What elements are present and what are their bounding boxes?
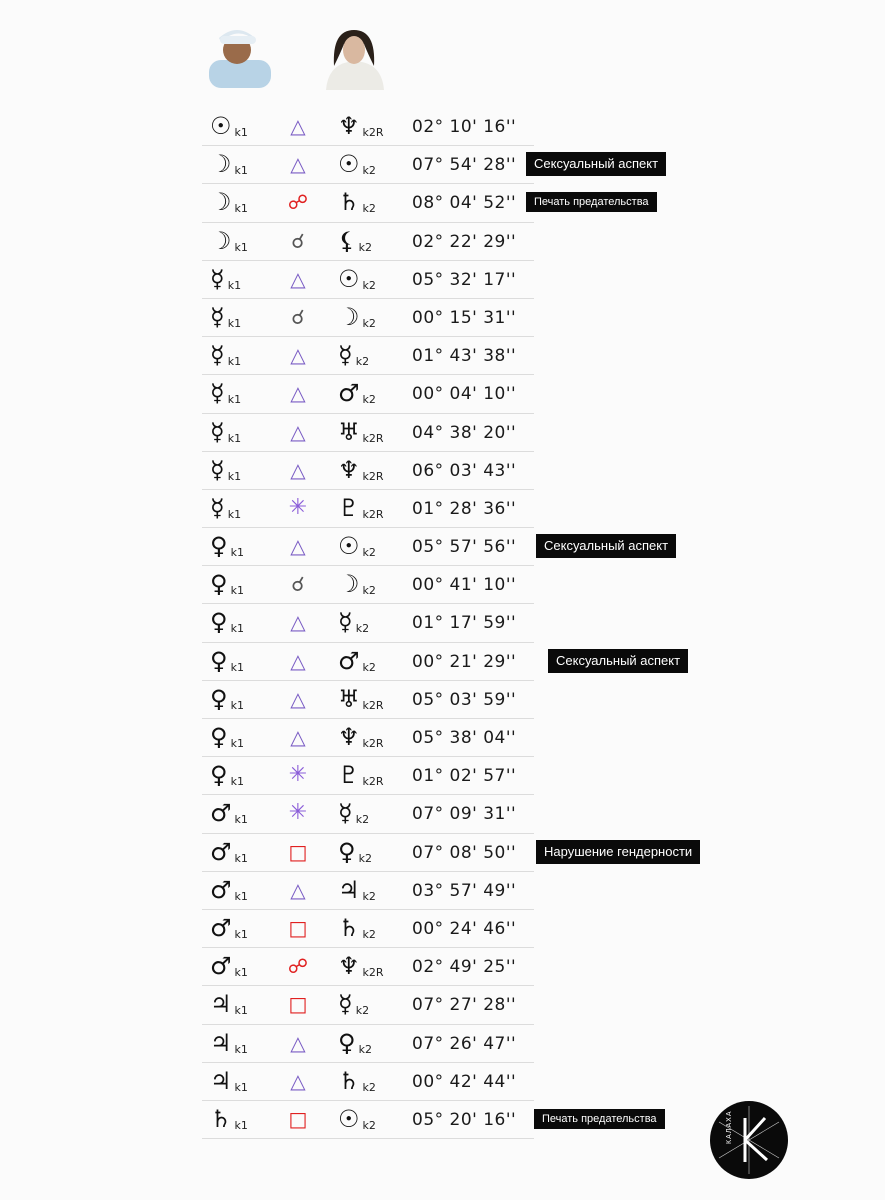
orb-value: 07° 54' 28'' bbox=[412, 155, 517, 176]
aspect-row bbox=[202, 948, 534, 986]
aspect-row bbox=[202, 757, 534, 795]
planet-1-icon: ♀ bbox=[210, 761, 228, 790]
planet-2-cell bbox=[338, 762, 384, 795]
aspect-row bbox=[202, 719, 534, 757]
chart-1-tag: k1 bbox=[230, 698, 244, 712]
trine-aspect-icon: △ bbox=[290, 343, 306, 368]
planet-1-cell bbox=[210, 724, 244, 757]
planet-2-icon: ♀ bbox=[338, 1028, 356, 1057]
orb-value: 07° 08' 50'' bbox=[412, 842, 517, 863]
planet-1-cell bbox=[210, 915, 248, 948]
chart-2-tag: k2 bbox=[362, 1080, 376, 1094]
planet-2-icon: ☉ bbox=[338, 1104, 360, 1133]
chart-1-tag: k1 bbox=[227, 431, 242, 445]
planet-1-cell bbox=[210, 877, 248, 910]
planet-1-cell bbox=[210, 342, 241, 375]
chart-1-tag: k1 bbox=[234, 1042, 248, 1056]
planet-1-icon: ☽ bbox=[210, 188, 232, 217]
trine-aspect-icon: △ bbox=[290, 381, 306, 406]
planet-1-icon: ♂ bbox=[210, 837, 232, 866]
chart-2-tag: k2R bbox=[362, 469, 384, 483]
planet-1-icon: ♀ bbox=[210, 646, 228, 675]
planet-2-cell bbox=[338, 953, 384, 986]
planet-2-cell bbox=[338, 1106, 376, 1139]
aspect-row bbox=[202, 375, 534, 413]
chart-2-tag: k2R bbox=[362, 775, 384, 789]
aspect-row bbox=[202, 604, 534, 642]
planet-2-cell bbox=[338, 419, 384, 452]
orb-value: 00° 04' 10'' bbox=[412, 384, 517, 405]
chart-2-tag: k2R bbox=[362, 737, 384, 750]
planet-1-cell bbox=[210, 419, 241, 452]
aspect-row bbox=[202, 910, 534, 948]
planet-2-icon: ♆ bbox=[338, 455, 360, 484]
planet-1-cell bbox=[210, 304, 241, 337]
planet-1-cell bbox=[210, 571, 244, 604]
trine-aspect-icon: △ bbox=[290, 152, 306, 177]
chart-1-tag: k1 bbox=[234, 164, 248, 178]
chart-1-tag: k1 bbox=[234, 126, 248, 139]
planet-1-icon: ♃ bbox=[210, 990, 232, 1019]
square-aspect-icon: □ bbox=[288, 992, 308, 1017]
opp-aspect-icon: ☍ bbox=[287, 190, 309, 215]
planet-2-icon: ♄ bbox=[338, 188, 360, 217]
planet-2-icon: ☿ bbox=[338, 608, 353, 637]
orb-value: 07° 26' 47'' bbox=[412, 1033, 517, 1054]
orb-value: 00° 42' 44'' bbox=[412, 1071, 517, 1092]
chart-1-tag: k1 bbox=[234, 966, 248, 980]
aspect-table bbox=[202, 108, 534, 1139]
planet-1-icon: ☉ bbox=[210, 112, 232, 140]
planet-2-cell bbox=[338, 113, 384, 146]
planet-2-cell bbox=[338, 686, 384, 719]
planet-2-cell bbox=[338, 915, 376, 948]
planet-1-cell bbox=[210, 380, 241, 413]
chart-1-tag: k1 bbox=[234, 1004, 248, 1018]
planet-1-cell bbox=[210, 1030, 248, 1063]
orb-value: 01° 02' 57'' bbox=[412, 766, 517, 787]
orb-value: 05° 32' 17'' bbox=[412, 269, 517, 290]
square-aspect-icon: □ bbox=[288, 839, 308, 864]
chart-1-tag: k1 bbox=[234, 240, 248, 254]
planet-2-icon: ☽ bbox=[338, 570, 360, 599]
chart-2-tag: k2 bbox=[358, 240, 372, 254]
orb-value: 00° 21' 29'' bbox=[412, 651, 517, 672]
annotation-label: Печать предательства bbox=[526, 192, 657, 212]
planet-2-icon: ☿ bbox=[338, 341, 353, 370]
chart-1-tag: k1 bbox=[230, 584, 244, 598]
kalakha-logo bbox=[709, 1100, 789, 1180]
planet-2-icon: ♄ bbox=[338, 1066, 360, 1095]
planet-1-cell bbox=[210, 228, 248, 261]
chart-1-tag: k1 bbox=[227, 507, 242, 521]
planet-2-cell bbox=[338, 800, 369, 833]
conj-aspect-icon: ☌ bbox=[291, 228, 305, 253]
chart-2-tag: k2 bbox=[362, 927, 376, 941]
chart-2-tag: k2 bbox=[362, 393, 376, 407]
trine-aspect-icon: △ bbox=[290, 114, 306, 138]
planet-2-cell bbox=[338, 151, 376, 184]
planet-2-icon: ♇ bbox=[338, 493, 360, 522]
planet-1-cell bbox=[210, 495, 241, 528]
planet-1-icon: ☿ bbox=[210, 264, 225, 293]
aspect-row bbox=[202, 490, 534, 528]
planet-2-cell bbox=[338, 533, 376, 566]
conj-aspect-icon: ☌ bbox=[291, 304, 305, 329]
planet-2-cell bbox=[338, 609, 369, 642]
planet-2-cell bbox=[338, 189, 376, 222]
logo-text: КАЛАХА bbox=[726, 1110, 733, 1144]
chart-2-tag: k2 bbox=[362, 1118, 376, 1132]
chart-2-tag: k2R bbox=[362, 431, 384, 445]
chart-2-tag: k2 bbox=[355, 355, 370, 369]
chart-2-tag: k2 bbox=[362, 660, 376, 674]
chart-2-tag: k2 bbox=[362, 584, 376, 598]
aspect-row bbox=[202, 299, 534, 337]
planet-1-icon: ☿ bbox=[210, 341, 225, 370]
orb-value: 06° 03' 43'' bbox=[412, 460, 517, 481]
planet-1-icon: ♀ bbox=[210, 684, 228, 713]
chart-2-tag: k2R bbox=[362, 698, 384, 712]
planet-2-icon: ☉ bbox=[338, 532, 360, 561]
planet-1-icon: ☿ bbox=[210, 417, 225, 446]
orb-value: 01° 17' 59'' bbox=[412, 613, 517, 634]
orb-value: 00° 24' 46'' bbox=[412, 918, 517, 939]
orb-value: 01° 43' 38'' bbox=[412, 346, 517, 367]
aspect-row bbox=[202, 414, 534, 452]
planet-2-icon: ♆ bbox=[338, 112, 360, 140]
aspect-row bbox=[202, 986, 534, 1024]
sextile-aspect-icon: ✳ bbox=[288, 762, 308, 788]
chart-1-tag: k1 bbox=[227, 393, 242, 407]
trine-aspect-icon: △ bbox=[290, 1030, 306, 1055]
planet-1-cell bbox=[210, 839, 248, 872]
orb-value: 02° 49' 25'' bbox=[412, 957, 517, 978]
chart-1-tag: k1 bbox=[230, 622, 244, 636]
planet-2-icon: ☉ bbox=[338, 264, 360, 293]
aspect-row bbox=[202, 108, 534, 146]
planet-2-cell bbox=[338, 380, 376, 413]
planet-2-icon: ♆ bbox=[338, 723, 360, 751]
planet-1-cell bbox=[210, 991, 248, 1024]
planet-2-cell bbox=[338, 877, 376, 910]
trine-aspect-icon: △ bbox=[290, 877, 306, 902]
planet-1-icon: ♃ bbox=[210, 1066, 232, 1095]
orb-value: 05° 38' 04'' bbox=[412, 728, 517, 748]
planet-1-cell bbox=[210, 457, 241, 490]
aspect-row bbox=[202, 528, 534, 566]
conj-aspect-icon: ☌ bbox=[291, 572, 305, 597]
chart-1-tag: k1 bbox=[227, 316, 242, 330]
orb-value: 05° 03' 59'' bbox=[412, 689, 517, 710]
planet-2-cell bbox=[338, 571, 376, 604]
square-aspect-icon: □ bbox=[288, 915, 308, 940]
planet-1-icon: ♀ bbox=[210, 532, 228, 561]
orb-value: 05° 57' 56'' bbox=[412, 537, 517, 558]
orb-value: 07° 09' 31'' bbox=[412, 804, 517, 825]
planet-2-cell bbox=[338, 457, 384, 490]
planet-2-cell bbox=[338, 1030, 372, 1063]
planet-2-icon: ♃ bbox=[338, 875, 360, 904]
chart-1-tag: k1 bbox=[234, 851, 248, 865]
planet-2-icon: ♅ bbox=[338, 417, 360, 446]
planet-1-icon: ♂ bbox=[210, 875, 232, 904]
planet-1-icon: ☽ bbox=[210, 226, 232, 255]
aspect-row bbox=[202, 337, 534, 375]
planet-2-icon: ⚸ bbox=[338, 226, 356, 255]
annotation-label: Сексуальный аспект bbox=[548, 649, 688, 673]
trine-aspect-icon: △ bbox=[290, 686, 306, 711]
chart-2-tag: k2R bbox=[362, 126, 384, 139]
chart-1-tag: k1 bbox=[234, 813, 248, 827]
planet-1-cell bbox=[210, 609, 244, 642]
aspect-row bbox=[202, 643, 534, 681]
planet-2-icon: ♀ bbox=[338, 837, 356, 866]
planet-1-icon: ☿ bbox=[210, 455, 225, 484]
chart-2-tag: k2 bbox=[362, 889, 376, 903]
planet-1-cell bbox=[210, 1106, 248, 1139]
planet-1-cell bbox=[210, 762, 244, 795]
planet-2-cell bbox=[338, 304, 376, 337]
aspect-row bbox=[202, 1025, 534, 1063]
planet-1-icon: ♂ bbox=[210, 913, 232, 942]
planet-1-icon: ♀ bbox=[210, 723, 228, 751]
planet-1-icon: ☿ bbox=[210, 302, 225, 331]
planet-2-cell bbox=[338, 228, 372, 261]
planet-1-icon: ♂ bbox=[210, 799, 232, 828]
planet-2-icon: ♄ bbox=[338, 913, 360, 942]
aspect-row bbox=[202, 566, 534, 604]
avatar-person-2 bbox=[318, 26, 388, 90]
orb-value: 00° 41' 10'' bbox=[412, 575, 517, 596]
chart-1-tag: k1 bbox=[234, 889, 248, 903]
planet-2-cell bbox=[338, 724, 384, 757]
chart-2-tag: k2R bbox=[362, 966, 384, 980]
planet-1-cell bbox=[210, 1068, 248, 1101]
trine-aspect-icon: △ bbox=[290, 1068, 306, 1093]
aspect-row bbox=[202, 261, 534, 299]
aspect-row bbox=[202, 681, 534, 719]
chart-2-tag: k2 bbox=[355, 813, 370, 827]
chart-2-tag: k2 bbox=[355, 1004, 370, 1018]
chart-2-tag: k2 bbox=[355, 622, 370, 636]
planet-2-icon: ☿ bbox=[338, 990, 353, 1019]
sextile-aspect-icon: ✳ bbox=[288, 494, 308, 520]
chart-1-tag: k1 bbox=[230, 775, 244, 789]
planet-1-icon: ♀ bbox=[210, 570, 228, 599]
chart-1-tag: k1 bbox=[230, 737, 244, 750]
planet-1-cell bbox=[210, 648, 244, 681]
aspect-row bbox=[202, 452, 534, 490]
trine-aspect-icon: △ bbox=[290, 610, 306, 635]
chart-2-tag: k2R bbox=[362, 507, 384, 521]
planet-1-cell bbox=[210, 266, 241, 299]
chart-1-tag: k1 bbox=[230, 546, 244, 560]
chart-1-tag: k1 bbox=[234, 202, 248, 216]
planet-1-cell bbox=[210, 686, 244, 719]
planet-2-icon: ♆ bbox=[338, 952, 360, 981]
chart-2-tag: k2 bbox=[358, 1042, 372, 1056]
planet-1-icon: ☿ bbox=[210, 493, 225, 522]
planet-1-icon: ♂ bbox=[210, 952, 232, 981]
orb-value: 04° 38' 20'' bbox=[412, 422, 517, 443]
square-aspect-icon: □ bbox=[288, 1106, 308, 1131]
planet-2-icon: ♇ bbox=[338, 761, 360, 790]
aspect-row bbox=[202, 1063, 534, 1101]
planet-1-cell bbox=[210, 800, 248, 833]
chart-1-tag: k1 bbox=[227, 469, 242, 483]
aspect-row bbox=[202, 223, 534, 261]
trine-aspect-icon: △ bbox=[290, 534, 306, 559]
chart-1-tag: k1 bbox=[227, 355, 242, 369]
planet-2-icon: ☽ bbox=[338, 302, 360, 331]
planet-2-icon: ☿ bbox=[338, 799, 353, 828]
planet-1-cell bbox=[210, 189, 248, 222]
chart-1-tag: k1 bbox=[234, 927, 248, 941]
trine-aspect-icon: △ bbox=[290, 457, 306, 482]
opp-aspect-icon: ☍ bbox=[287, 954, 309, 979]
aspect-row bbox=[202, 834, 534, 872]
annotation-label: Нарушение гендерности bbox=[536, 840, 700, 864]
trine-aspect-icon: △ bbox=[290, 266, 306, 291]
planet-2-cell bbox=[338, 342, 369, 375]
chart-2-tag: k2 bbox=[362, 278, 376, 292]
aspect-row bbox=[202, 184, 534, 222]
orb-value: 01° 28' 36'' bbox=[412, 498, 517, 519]
planet-2-cell bbox=[338, 1068, 376, 1101]
chart-2-tag: k2 bbox=[362, 202, 376, 216]
orb-value: 05° 20' 16'' bbox=[412, 1109, 517, 1130]
planet-2-cell bbox=[338, 991, 369, 1024]
chart-2-tag: k2 bbox=[362, 316, 376, 330]
orb-value: 08° 04' 52'' bbox=[412, 193, 517, 214]
planet-2-cell bbox=[338, 495, 384, 528]
annotation-label: Печать предательства bbox=[534, 1109, 665, 1129]
chart-1-tag: k1 bbox=[227, 278, 242, 292]
chart-1-tag: k1 bbox=[234, 1080, 248, 1094]
trine-aspect-icon: △ bbox=[290, 419, 306, 444]
chart-1-tag: k1 bbox=[234, 1118, 248, 1132]
planet-1-icon: ☿ bbox=[210, 379, 225, 408]
orb-value: 00° 15' 31'' bbox=[412, 307, 517, 328]
planet-2-icon: ♂ bbox=[338, 379, 360, 408]
planet-1-cell bbox=[210, 113, 248, 146]
planet-1-cell bbox=[210, 151, 248, 184]
orb-value: 02° 10' 16'' bbox=[412, 117, 517, 137]
orb-value: 02° 22' 29'' bbox=[412, 231, 517, 252]
planet-2-cell bbox=[338, 839, 372, 872]
planet-2-cell bbox=[338, 266, 376, 299]
planet-1-icon: ♃ bbox=[210, 1028, 232, 1057]
planet-1-icon: ♄ bbox=[210, 1104, 232, 1133]
trine-aspect-icon: △ bbox=[290, 725, 306, 749]
sextile-aspect-icon: ✳ bbox=[288, 800, 308, 826]
chart-2-tag: k2 bbox=[358, 851, 372, 865]
planet-1-cell bbox=[210, 533, 244, 566]
planet-2-cell bbox=[338, 648, 376, 681]
orb-value: 03° 57' 49'' bbox=[412, 880, 517, 901]
avatar-person-1 bbox=[203, 26, 275, 88]
chart-1-tag: k1 bbox=[230, 660, 244, 674]
chart-2-tag: k2 bbox=[362, 164, 376, 178]
planet-1-icon: ☽ bbox=[210, 150, 232, 179]
aspect-row bbox=[202, 795, 534, 833]
aspect-row bbox=[202, 1101, 534, 1139]
trine-aspect-icon: △ bbox=[290, 648, 306, 673]
annotation-label: Сексуальный аспект bbox=[526, 152, 666, 176]
orb-value: 07° 27' 28'' bbox=[412, 995, 517, 1016]
planet-1-cell bbox=[210, 953, 248, 986]
planet-2-icon: ☉ bbox=[338, 150, 360, 179]
planet-2-icon: ♅ bbox=[338, 684, 360, 713]
planet-1-icon: ♀ bbox=[210, 608, 228, 637]
planet-2-icon: ♂ bbox=[338, 646, 360, 675]
aspect-row bbox=[202, 146, 534, 184]
aspect-row bbox=[202, 872, 534, 910]
chart-2-tag: k2 bbox=[362, 546, 376, 560]
annotation-label: Сексуальный аспект bbox=[536, 534, 676, 558]
